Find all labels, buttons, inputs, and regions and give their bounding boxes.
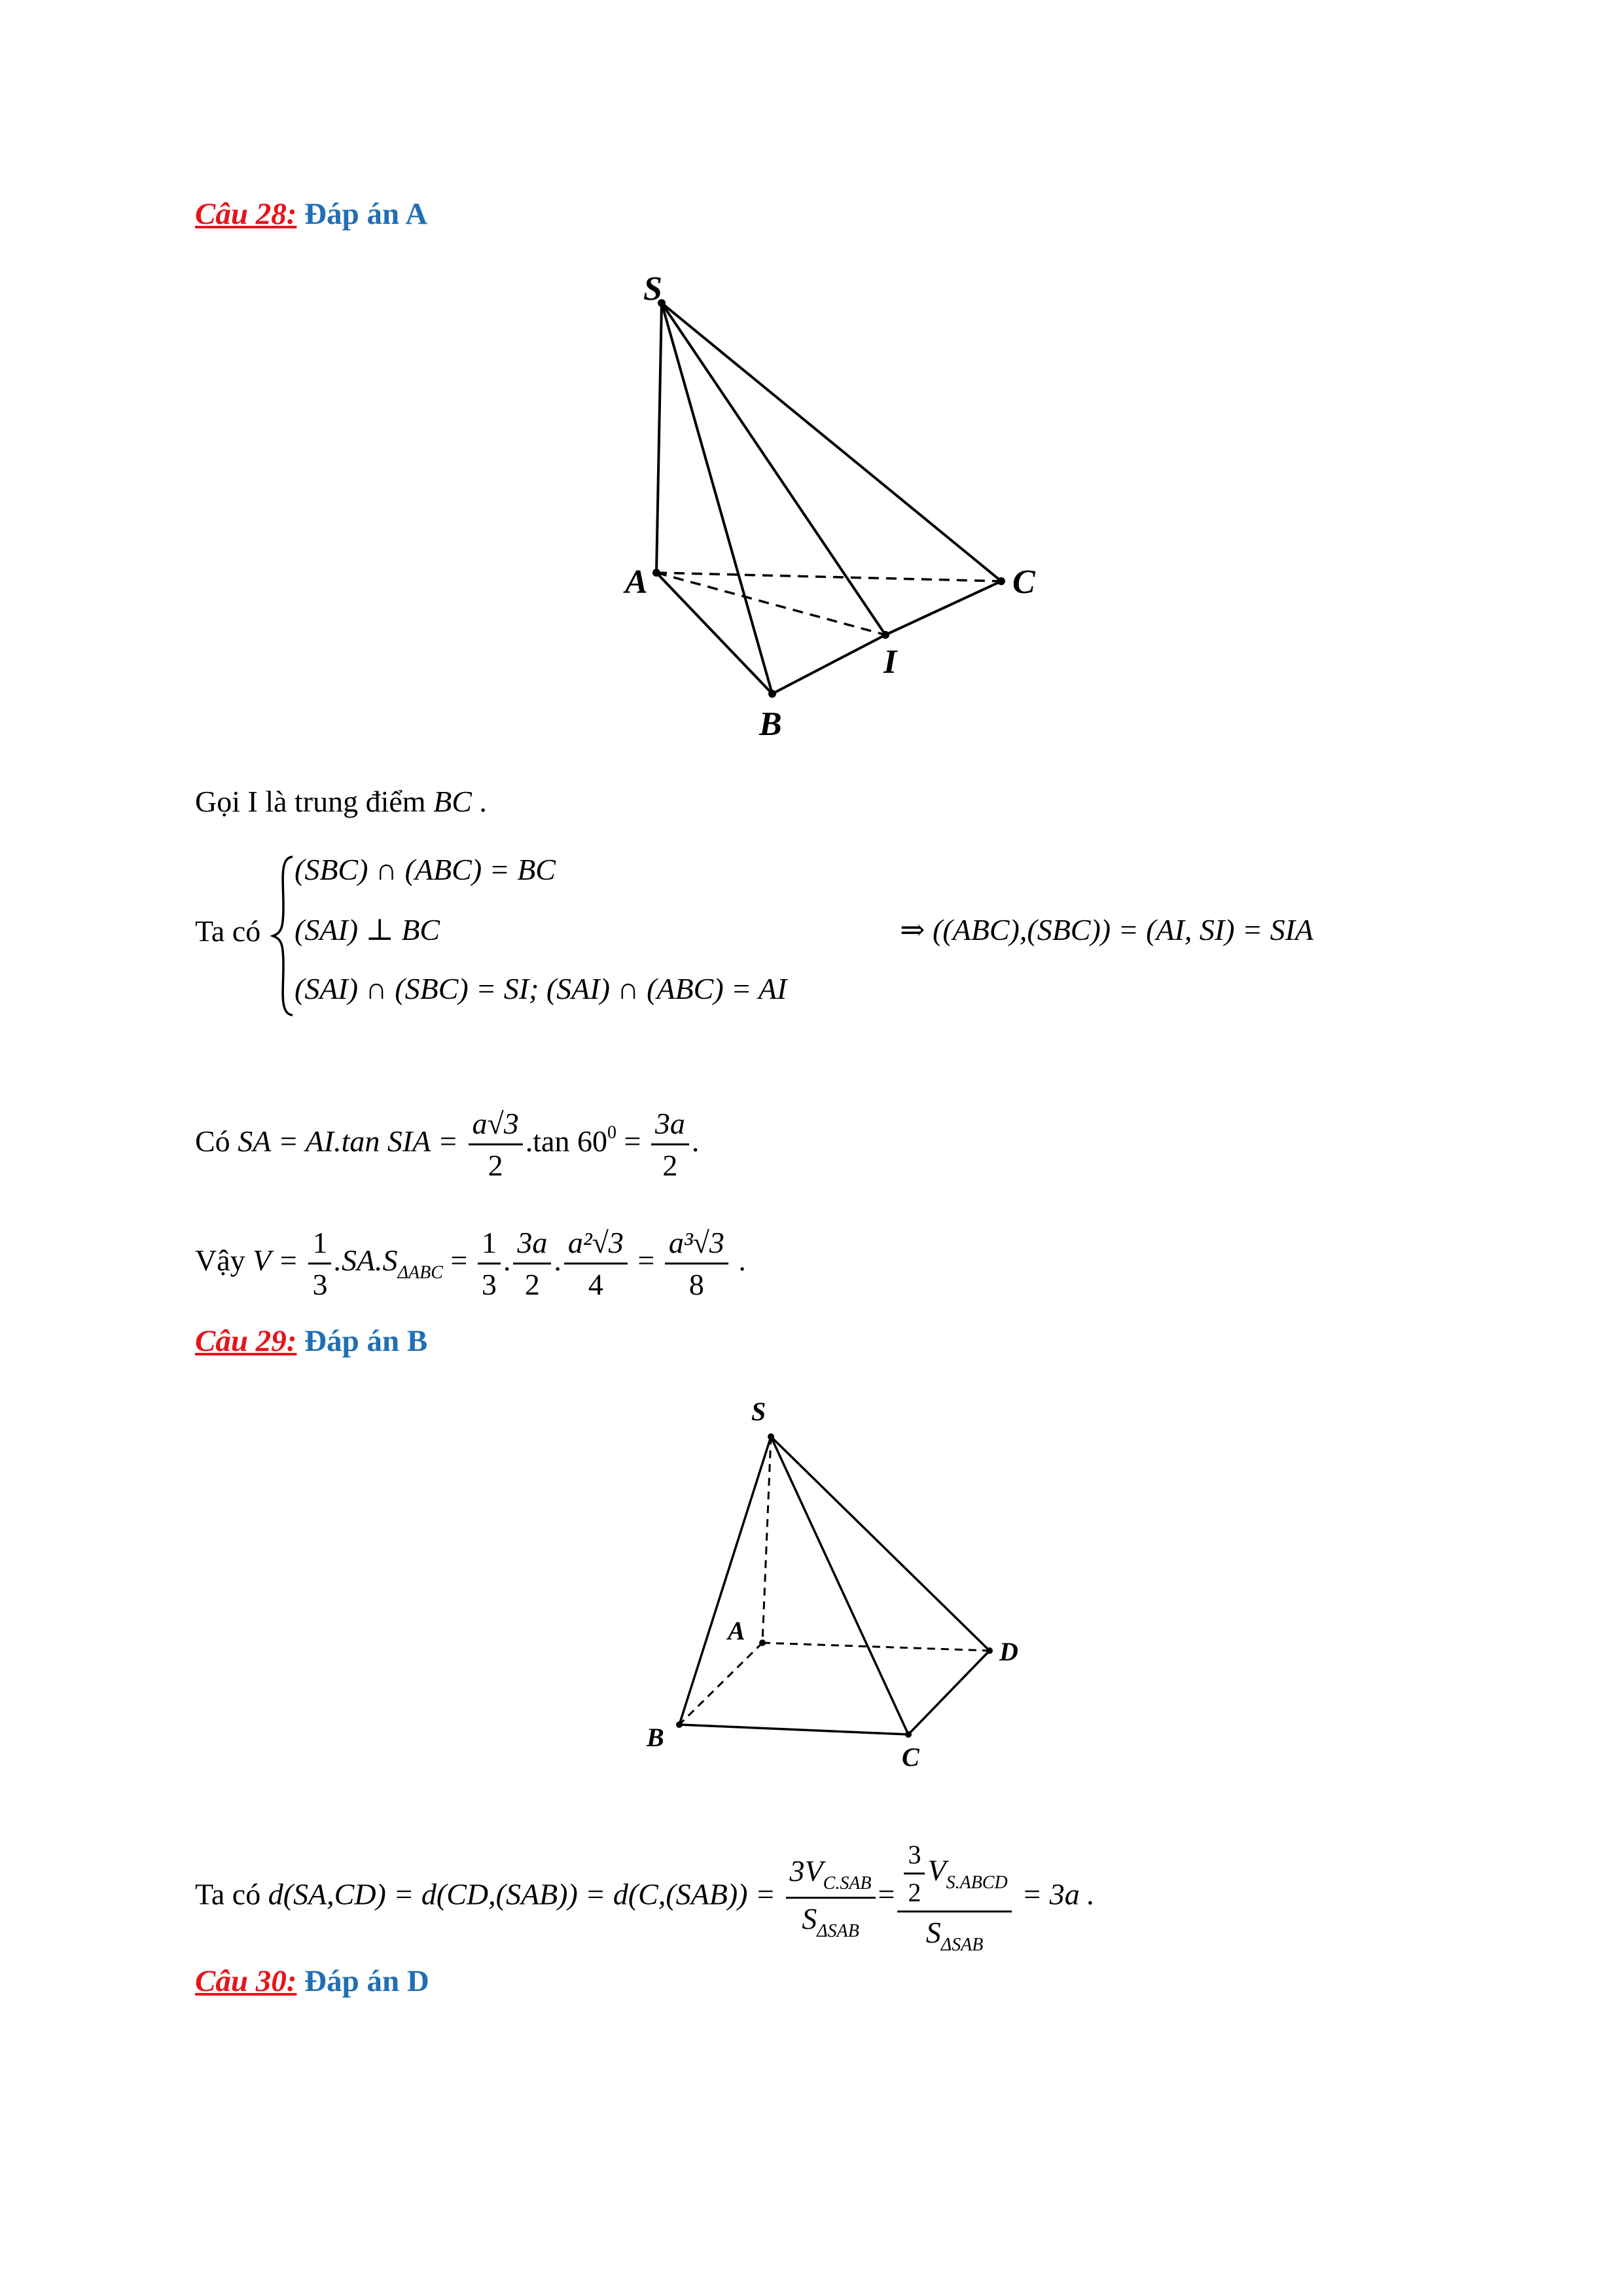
q29-expr: d(SA,CD) = d(CD,(SAB)) = d(C,(SAB)) = xyxy=(268,1877,776,1911)
label-i: I xyxy=(883,643,897,681)
q29-frac-1 xyxy=(786,1854,876,1942)
q28-tetrahedron-figure xyxy=(589,262,1086,759)
edge-sb xyxy=(679,1437,771,1725)
q28-sa-frac-1-den: 2 xyxy=(469,1143,523,1183)
q28-v-frac-3-num: 3a xyxy=(517,1226,548,1259)
q28-vay: Vậy xyxy=(195,1244,245,1278)
q29-ta-co: Ta có xyxy=(195,1877,261,1911)
point-c xyxy=(905,1731,912,1738)
q28-v-frac-2-den: 3 xyxy=(478,1263,501,1302)
q28-system-brace xyxy=(270,854,296,1018)
point-a xyxy=(759,1640,766,1646)
q28-sa-frac-2-num: 3a xyxy=(654,1107,685,1140)
edge-ic xyxy=(885,581,1001,635)
q28-v-frac-3-den: 2 xyxy=(513,1263,551,1302)
q28-sa-frac-1-num: a√3 xyxy=(472,1107,519,1140)
q28-sa-line: Có SA = AI.tan SIA = $\frac{a√3}{2}$ .tan $60^0$ = $\frac{3a}{2}$ . xyxy=(195,1107,700,1182)
point-s xyxy=(768,1433,774,1440)
q29-distance-line: Ta có d(SA,CD) = d(CD,(SAB)) = d(C,(SAB)) = $\frac{3V_{C.SAB}}{S_{\Delta SAB}}$ = $\frac{3}{2}$ $V_{S.ABCD}$ $S_{\Delta SAB}$ = 3a . xyxy=(195,1840,1095,1955)
edge-sa xyxy=(656,303,662,573)
q28-volume-line: Vậy V = $\frac{1}{3}$ $.SA.S_{\Delta ABC}$ = $\frac{1}{3}$ . $\frac{3a}{2}$ . $\frac{\text{a²√3}}{4}$ = $\frac{\text{a³√3}}{8}$ . xyxy=(195,1226,746,1301)
q28-v-frac-2 xyxy=(478,1225,501,1302)
q29-frac-2-inner xyxy=(904,1839,925,1908)
q28-sa-frac-1 xyxy=(469,1106,523,1183)
q28-sa-lhs: SA = AI.tan SIA = xyxy=(238,1124,458,1158)
q28-v-eq-2: = xyxy=(637,1244,655,1278)
q28-v-frac-1-den: 3 xyxy=(308,1263,331,1302)
q29-heading xyxy=(195,1323,427,1359)
q28-system-line-3: (SAI) ∩ (SBC) = SI; (SAI) ∩ (ABC) = AI xyxy=(294,972,787,1005)
q30-number: Câu 30: xyxy=(195,1964,297,1998)
edge-sc xyxy=(771,1437,908,1734)
q28-v-frac-1 xyxy=(308,1225,331,1302)
edge-bi xyxy=(772,635,885,694)
q28-v-mid-sub: ΔABC xyxy=(397,1263,443,1283)
q29-frac-1-den xyxy=(786,1897,876,1942)
q28-answer: Đáp án A xyxy=(304,197,428,231)
label-c: C xyxy=(902,1742,919,1772)
q29-frac-2-den-main: S xyxy=(925,1916,941,1949)
q29-pyramid-figure xyxy=(628,1388,1047,1780)
q29-frac-1-den-main: S xyxy=(802,1901,817,1935)
q28-v-frac-1-num: 1 xyxy=(312,1226,328,1259)
point-b xyxy=(676,1721,683,1728)
point-d xyxy=(986,1647,993,1654)
label-s: S xyxy=(643,270,662,308)
q29-number: Câu 29: xyxy=(195,1324,297,1358)
label-c: C xyxy=(1012,564,1035,601)
q28-midpoint-math: BC xyxy=(433,785,472,818)
edge-sa-hidden xyxy=(762,1437,771,1643)
label-s: S xyxy=(751,1397,766,1426)
q28-v-eq: = xyxy=(450,1244,468,1278)
q28-co: Có xyxy=(195,1124,230,1158)
q28-v-frac-4 xyxy=(564,1225,628,1302)
q28-midpoint-line: Gọi I là trung điểm BC . xyxy=(195,785,487,818)
point-a xyxy=(652,569,660,577)
label-d: D xyxy=(999,1637,1018,1666)
q28-v-frac-2-num: 1 xyxy=(481,1226,497,1259)
q28-number: Câu 28: xyxy=(195,197,297,231)
q28-sa-eq: = xyxy=(624,1124,641,1158)
q30-answer: Đáp án D xyxy=(304,1964,429,1998)
edge-si xyxy=(662,303,885,635)
edge-ad-hidden xyxy=(762,1643,990,1651)
q28-angle-conclusion: ⇒ ((ABC),(SBC)) = (AI, SI) = SIA xyxy=(900,913,1313,946)
q29-frac-1-num-sub: C.SAB xyxy=(823,1873,872,1893)
q29-frac-2-den-sub: ΔSAB xyxy=(940,1935,984,1955)
q28-sa-tan-sup: 0 xyxy=(607,1122,616,1143)
q29-frac-1-num xyxy=(786,1854,876,1897)
q28-sa-frac-2 xyxy=(651,1106,689,1183)
q29-frac-2-num-sub: S.ABCD xyxy=(946,1873,1008,1893)
label-a: A xyxy=(625,564,648,601)
q29-frac-2-den xyxy=(897,1910,1011,1956)
q28-v-frac-5-den: 8 xyxy=(665,1263,728,1302)
edge-sc xyxy=(662,303,1001,581)
q30-heading xyxy=(195,1964,429,1999)
q29-frac-2 xyxy=(897,1839,1011,1956)
edge-cd xyxy=(908,1651,990,1734)
q29-frac-2-num-v: V xyxy=(927,1854,946,1888)
label-b: B xyxy=(647,1723,664,1752)
q28-v-frac-4-num: a²√3 xyxy=(567,1226,624,1259)
q29-frac-2-inner-den: 2 xyxy=(904,1873,925,1908)
edge-bc xyxy=(679,1725,908,1734)
q28-v-lhs: V = xyxy=(253,1244,298,1278)
q29-frac-2-inner-num: 3 xyxy=(908,1840,921,1869)
q28-ta-co: Ta có xyxy=(195,914,261,948)
q28-system-line-1: (SBC) ∩ (ABC) = BC xyxy=(294,853,556,886)
q28-v-frac-5 xyxy=(665,1225,728,1302)
q28-v-frac-4-den: 4 xyxy=(564,1263,628,1302)
point-b xyxy=(768,690,776,698)
q28-v-mid: .SA.S xyxy=(334,1244,398,1278)
label-a: A xyxy=(728,1616,745,1645)
point-i xyxy=(882,631,889,639)
q28-sa-tan: .tan 60 xyxy=(525,1124,607,1158)
point-c xyxy=(997,577,1005,585)
q28-v-frac-5-num: a³√3 xyxy=(668,1226,724,1259)
edge-sd xyxy=(771,1437,990,1651)
q29-frac-1-num-main: 3V xyxy=(789,1854,823,1888)
label-b: B xyxy=(759,706,782,743)
q29-result: = 3a . xyxy=(1022,1877,1095,1911)
q28-v-frac-3 xyxy=(513,1225,551,1302)
q28-heading xyxy=(195,196,427,232)
q29-answer: Đáp án B xyxy=(304,1324,428,1358)
edge-ac-hidden xyxy=(656,573,1001,581)
q28-sa-frac-2-den: 2 xyxy=(651,1143,689,1183)
q28-system-line-2: (SAI) ⊥ BC xyxy=(294,913,440,946)
q29-frac-1-den-sub: ΔSAB xyxy=(817,1920,859,1941)
q29-frac-2-num xyxy=(897,1839,1011,1910)
q28-midpoint-text: Gọi I là trung điểm xyxy=(195,785,426,818)
